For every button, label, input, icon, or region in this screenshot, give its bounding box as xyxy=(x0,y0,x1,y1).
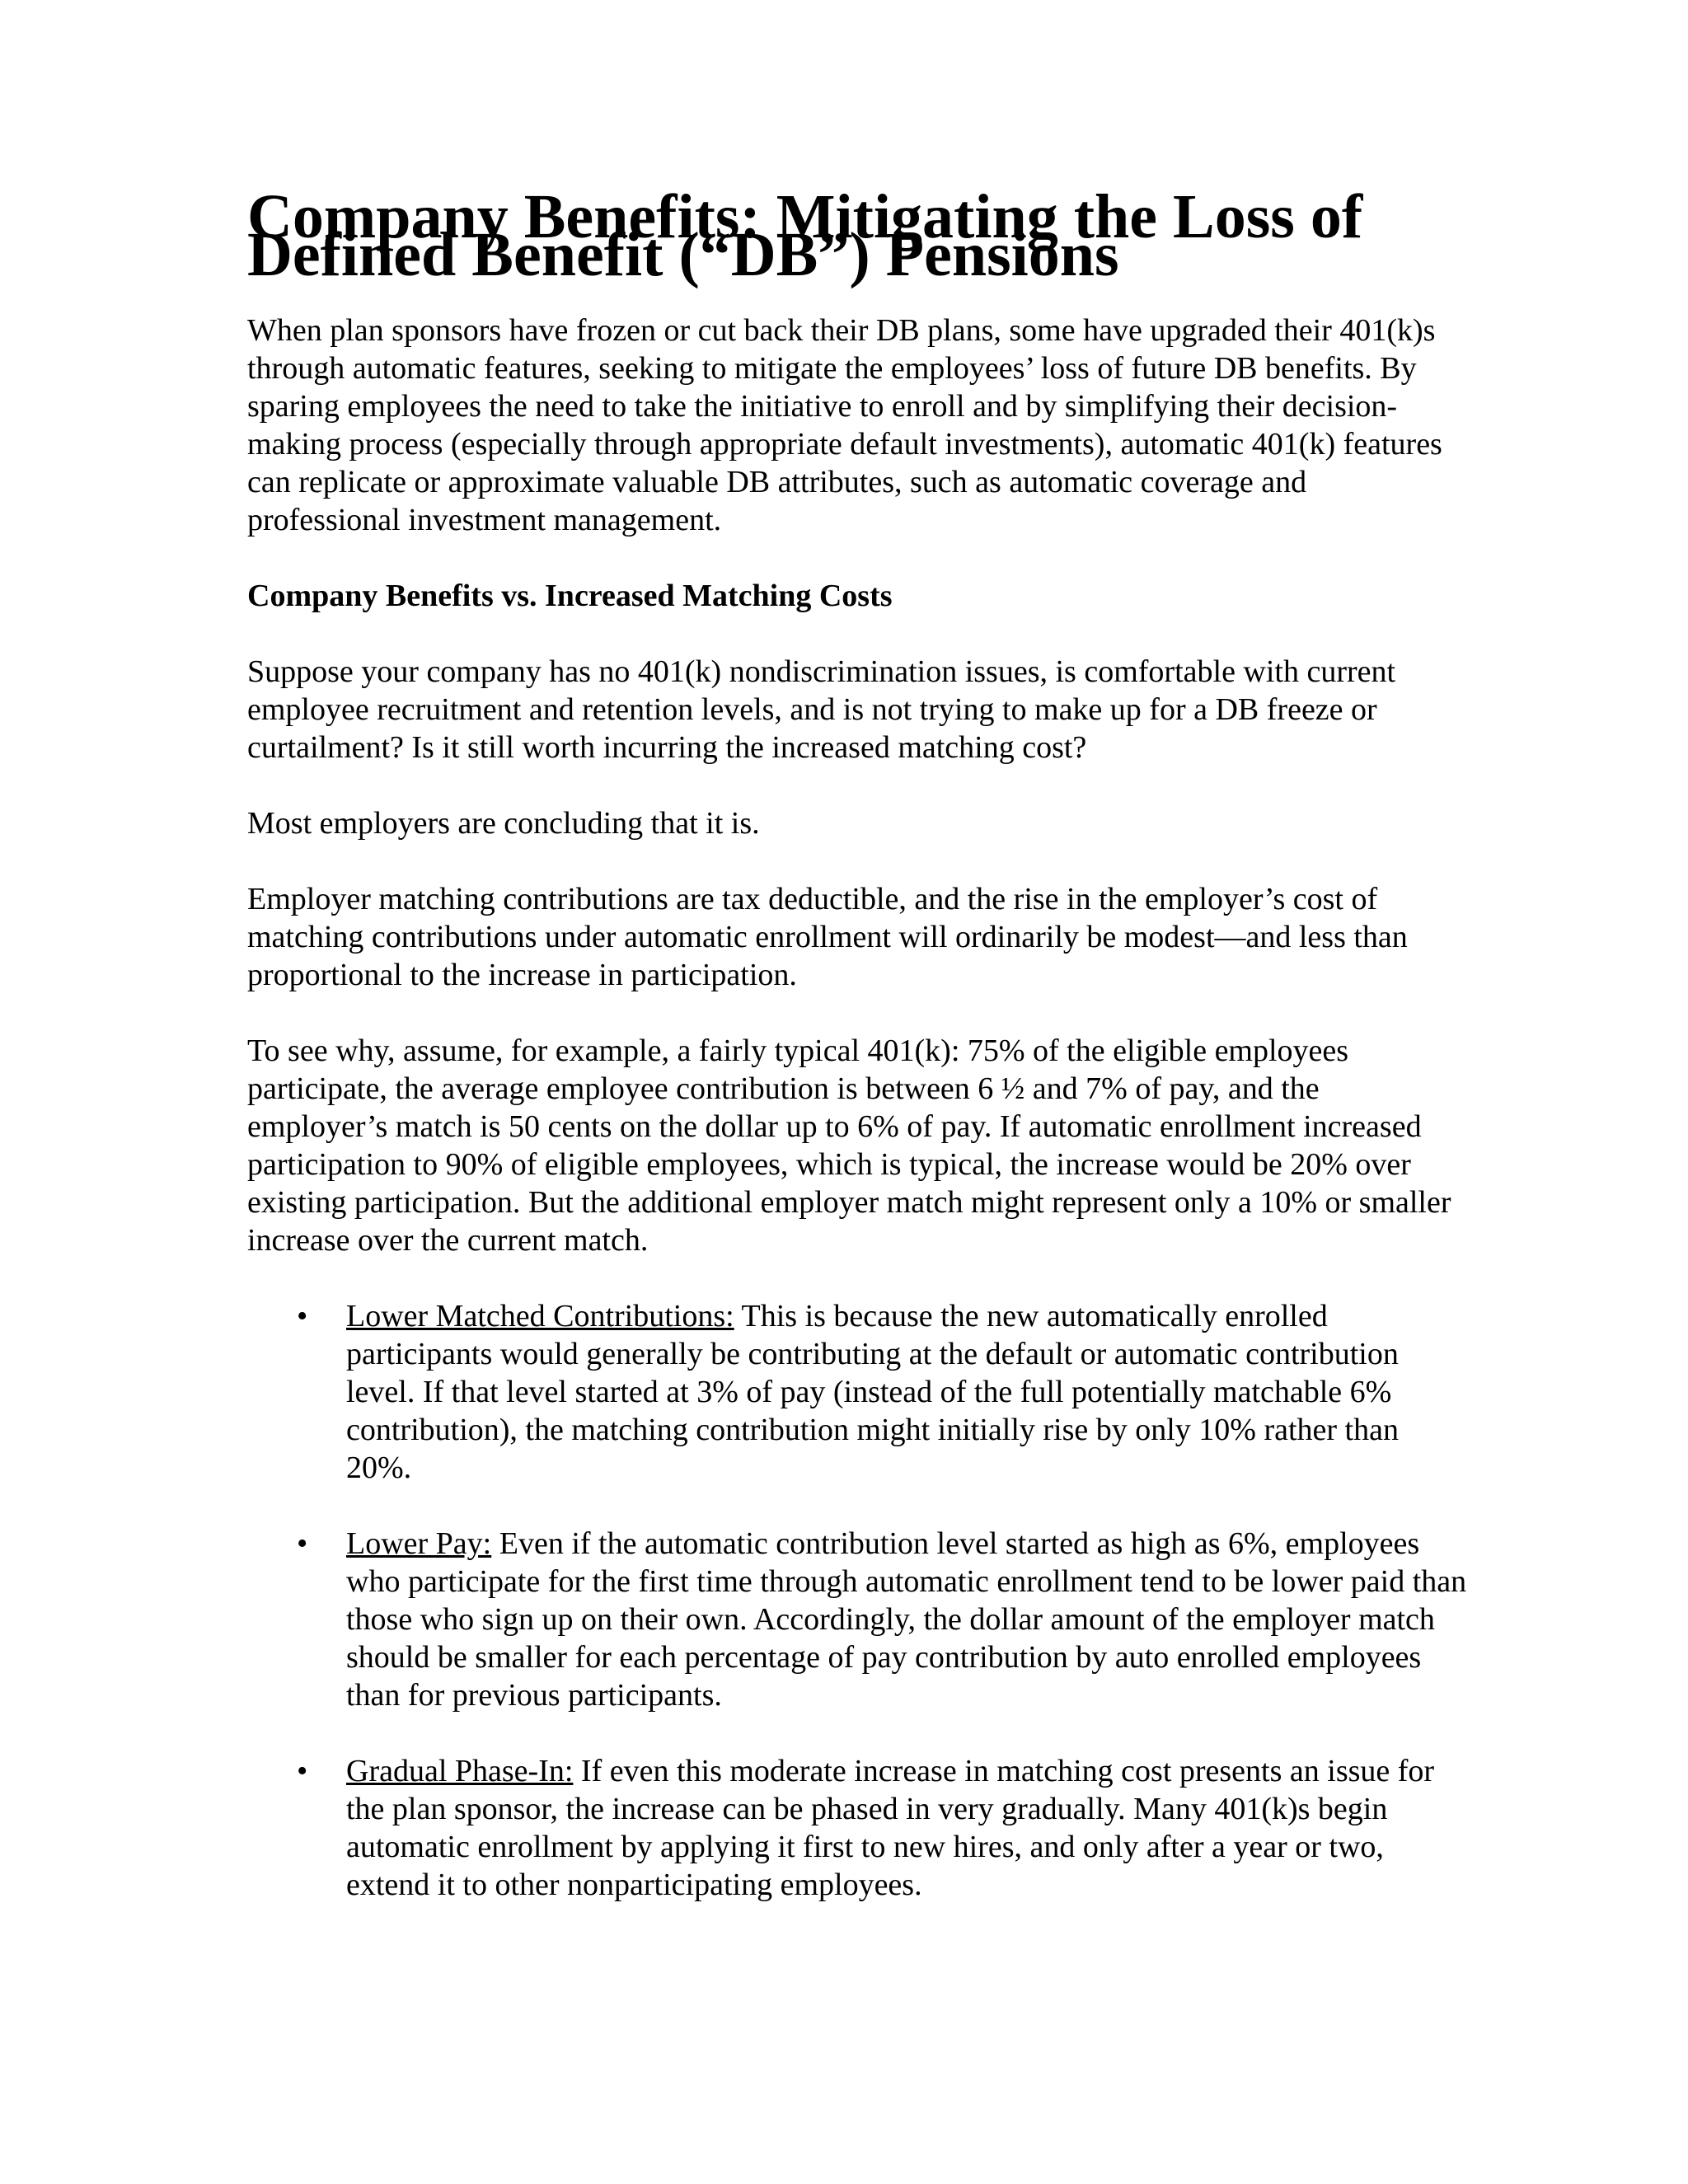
section-heading-db-pensions: Company Benefits: Mitigating the Loss of Defined Benefit (“DB”) Pensions xyxy=(247,182,1363,289)
bullet-term: Lower Matched Contributions: xyxy=(346,1299,734,1333)
paragraph-tax-deductible: Employer matching contributions are tax deductible, and the rise in the employer’s cost of matching contributions under automatic enrollment will ordinarily be modest—and less than proportional to the increase in participation. xyxy=(247,882,1408,992)
bullet-term: Lower Pay: xyxy=(346,1526,492,1561)
paragraph-db-mitigation: When plan sponsors have frozen or cut back their DB plans, some have upgraded their 401(k)s through automatic features, seeking to mitigate the employees’ loss of future DB benefits. By sparing employees the need to take the initiative to enroll and by simplifying their decision-making process (especially through appropriate default investments), automatic 401(k) features can replicate or approximate valuable DB attributes, such as automatic coverage and professional investment management. xyxy=(247,313,1442,537)
bullet-text: If even this moderate increase in matching cost presents an issue for the plan sponsor, the increase can be phased in very gradually. Many 401(k)s begin automatic enrollment by applying it first to new hires, and only after a year or two, extend it to other nonparticipating employees. xyxy=(346,1754,1435,1902)
bullet-icon: • xyxy=(297,1526,308,1561)
list-item xyxy=(247,1525,1467,1714)
bullet-term: Gradual Phase-In: xyxy=(346,1754,574,1788)
bullet-list xyxy=(247,1297,1467,1904)
paragraph-example: To see why, assume, for example, a fairly typical 401(k): 75% of the eligible employees participate, the average employee contribution is between 6 ½ and 7% of pay, and the employer’s match is 50 cents on the dollar up to 6% of pay. If automatic enrollment increased participation to 90% of eligible employees, which is typical, the increase would be 20% over existing participation. But the additional employer match might represent only a 10% or smaller increase over the current match. xyxy=(247,1033,1451,1258)
paragraph-most-employers: Most employers are concluding that it is. xyxy=(247,806,760,841)
section-heading-matching-costs: Company Benefits vs. Increased Matching Costs xyxy=(247,579,893,613)
bullet-text: This is because the new automatically enrolled participants would generally be contributing at the default or automatic contribution level. If that level started at 3% of pay (instead of the full potentially matchable 6% contribution), the matching contribution might initially rise by only 10% rather than 20%. xyxy=(346,1299,1399,1485)
bullet-icon: • xyxy=(297,1754,308,1788)
paragraph-suppose: Suppose your company has no 401(k) nondiscrimination issues, is comfortable with current employee recruitment and retention levels, and is not trying to make up for a DB freeze or curtailment? Is it still worth incurring the increased matching cost? xyxy=(247,654,1396,765)
list-item xyxy=(247,1752,1467,1904)
document-body xyxy=(247,182,1467,1942)
bullet-icon: • xyxy=(297,1299,308,1333)
bullet-text: Even if the automatic contribution level started as high as 6%, employees who participate for the first time through automatic enrollment tend to be lower paid than those who sign up on their own. Accordingly, the dollar amount of the employer match should be smaller for each percentage of pay contribution by auto enrolled employees than for previous participants. xyxy=(346,1526,1467,1713)
list-item xyxy=(247,1297,1467,1487)
